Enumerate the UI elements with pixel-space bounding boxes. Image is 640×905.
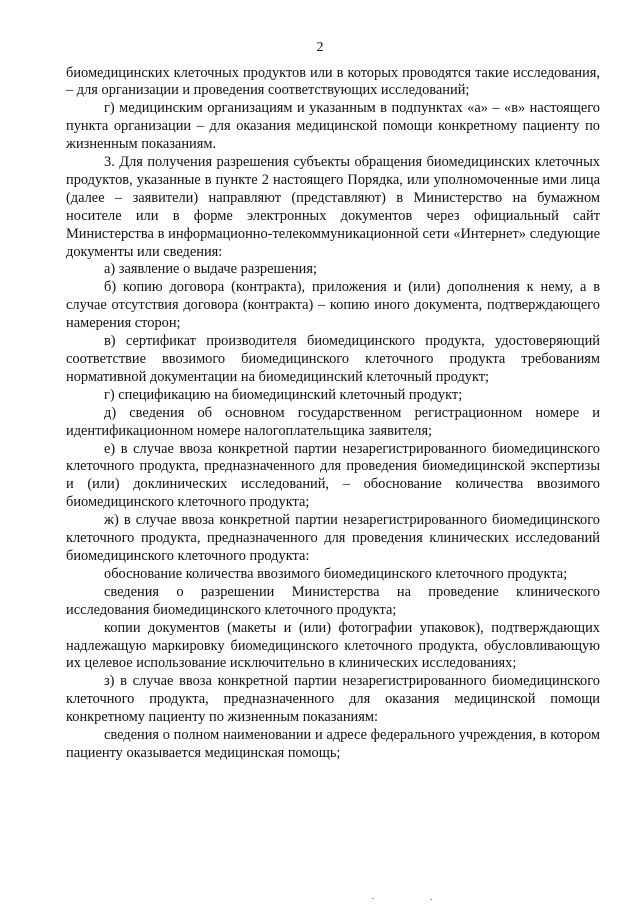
paragraph-item-b: б) копию договора (контракта), приложения и (или) дополнения к нему, а в случае отсутствия договора (контракта) – копию иного документа, подтверждающего намерения сторон; (66, 279, 600, 332)
paragraph-item-e: е) в случае ввоза конкретной партии незарегистрированного биомедицинского клеточного продукта, предназначенного для проведения биомедицинской экспертизы и (или) доклинических исследований, – обоснование количества ввозимого биомедицинского клеточного продукта; (66, 440, 600, 511)
paragraph-zh-labeling: копии документов (макеты и (или) фотографии упаковок), подтверждающих надлежащую маркировку биомедицинского клеточного продукта, обусловливающую их целевое использование исключительно в клинических исследованиях; (66, 619, 600, 672)
paragraph-continuation: биомедицинских клеточных продуктов или в которых проводятся такие исследования, – для организации и проведения соответствующих исследований; (66, 64, 600, 99)
paragraph-clause-3: 3. Для получения разрешения субъекты обращения биомедицинских клеточных продуктов, указанные в пункте 2 настоящего Порядка, или уполномоченные ими лица (далее – заявители) направляют (представляют) в Министерство на бумажном носителе или в форме электронных документов через официальный сайт Министерства в информационно-телекоммуникационной сети «Интернет» следующие документы или сведения: (66, 154, 600, 260)
paragraph-item-g-specification: г) спецификацию на биомедицинский клеточный продукт; (104, 386, 463, 403)
paragraph-item-a: а) заявление о выдаче разрешения; (104, 261, 317, 278)
paragraph-item-g-medical-orgs: г) медицинским организациям и указанным в подпунктах «а» – «в» настоящего пункта организации – для оказания медицинской помощи конкретному пациенту по жизненным показаниям. (66, 100, 600, 153)
page-number: 2 (316, 40, 324, 55)
paragraph-item-z: з) в случае ввоза конкретной партии незарегистрированного биомедицинского клеточного продукта, предназначенного для оказания медицинской помощи конкретному пациенту по жизненным показаниям: (66, 673, 600, 726)
paragraph-item-zh: ж) в случае ввоза конкретной партии незарегистрированного биомедицинского клеточного продукта, предназначенного для проведения клинических исследований биомедицинского клеточного продукта: (66, 512, 600, 564)
scan-speck (430, 899, 432, 900)
document-body (66, 65, 600, 763)
paragraph-zh-permission: сведения о разрешении Министерства на проведение клинического исследования биомедицинского клеточного продукта; (66, 583, 600, 618)
scan-speck (372, 898, 374, 899)
paragraph-item-v: в) сертификат производителя биомедицинского продукта, удостоверяющий соответствие ввозимого биомедицинского клеточного продукта требованиям нормативной документации на биомедицинский клеточный продукт; (66, 333, 600, 385)
paragraph-zh-quantity: обоснование количества ввозимого биомедицинского клеточного продукта; (104, 565, 568, 582)
paragraph-z-institution: сведения о полном наименовании и адресе федерального учреждения, в котором пациенту оказывается медицинская помощь; (66, 727, 600, 761)
paragraph-item-d: д) сведения об основном государственном регистрационном номере и идентификационном номере налогоплательщика заявителя; (66, 404, 600, 439)
